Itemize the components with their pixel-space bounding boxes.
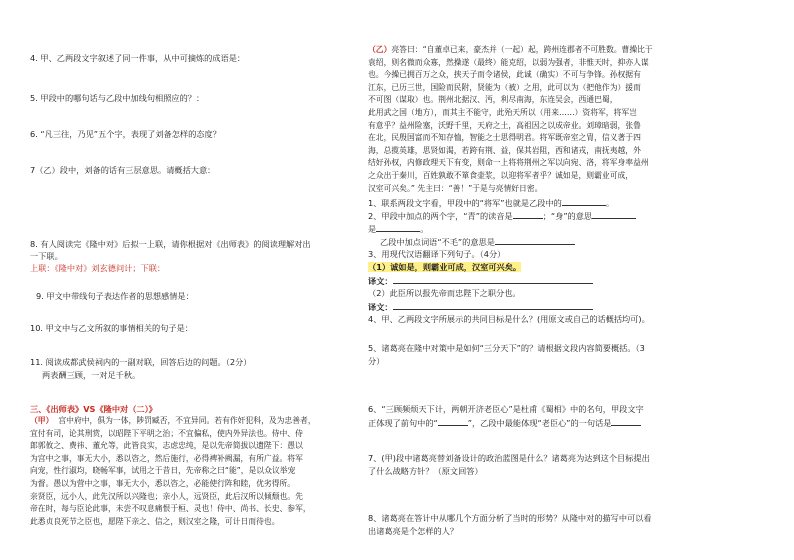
right-question-1: 1、联系两段文字看，甲段中的“将军”也就是乙段中的 。	[368, 198, 615, 208]
right-question-6-line2	[368, 416, 641, 429]
passage-yi	[368, 44, 768, 195]
answer-blank[interactable]	[513, 209, 543, 219]
question-8-line1: 8. 有人阅读完《隆中对》后拟一上联，请你根据对《出师表》的阅读理解对出	[30, 239, 311, 249]
translation-label-1-text: 译文：	[368, 276, 393, 286]
question-5: 5. 甲段中的哪句话与乙段中加线句相照应的？：	[30, 93, 205, 103]
passage-jia-line: 亲贤臣，远小人，此先汉所以兴隆也；亲小人，远贤臣，此后汉所以倾颓也。先	[30, 491, 303, 501]
right-question-7-line1: 7、(甲)段中诸葛亮替刘备设计的政治蓝图是什么？诸葛亮为达到这个目标提出	[368, 453, 650, 463]
right-question-2-text-b: ；“身”的意思	[542, 211, 593, 221]
passage-yi-line: 结好孙权，内修政理天下有变，则命一上将将荆州之军以向宛、洛，将军身率益州	[368, 158, 649, 168]
right-question-2-d	[380, 235, 575, 248]
translation-label-2-text: 译文：	[368, 302, 393, 312]
passage-yi-line: 之众出于秦川，百姓孰敢不箪食壶浆，以迎将军者乎？诚如是，则霸业可成，	[368, 170, 634, 180]
answer-blank[interactable]	[495, 235, 575, 245]
right-question-2-text-c: 是	[368, 224, 377, 234]
right-question-2-text: 2、甲段中加点的两个字，“青”的读音是	[368, 211, 513, 221]
right-question-8-line2: 出诸葛亮是个怎样的人？	[368, 526, 459, 536]
passage-jia-line: 向宠，性行淑均，晓畅军事，试用之于昔日，先帝称之曰“能”，是以众议举宠	[30, 466, 296, 476]
passage-yi-line: 江东，已历三世，国险而民附，贤能为（被）之用，此可以为（把他作为）援而	[368, 82, 641, 92]
answer-blank[interactable]	[376, 222, 420, 232]
answer-blank[interactable]	[393, 274, 593, 284]
passage-yi-line: 袁绍，则名微而众寡，然操遂（最终）能克绍，以弱为强者，非惟天时，抑亦人谋	[368, 57, 649, 67]
right-question-6-line1: 6、“三顾频烦天下计，两朝开济老臣心”是杜甫《蜀相》中的名句，甲段文字	[368, 404, 644, 414]
right-question-5-line2: 分）	[368, 356, 385, 366]
passage-jia-line: 宜付有司，论其刑赏，以昭陛下平明之治；不宜偏私，使内外异法也。侍中、侍	[30, 428, 303, 438]
right-question-6-text-b: ”，乙段中最能体现“老臣心”的一句话是	[467, 418, 612, 428]
passage-yi-line: 亮答曰：“自董卓已来，豪杰并（一起）起，跨州连郡者不可胜数。曹操比于	[391, 45, 653, 54]
question-10: 10. 甲文中与乙文所叙的事情相关的句子是：	[30, 323, 193, 333]
answer-blank[interactable]	[393, 300, 593, 310]
translate-sentence-1-text: （1）诚如是，则霸业可成，汉室可兴矣。	[368, 262, 522, 272]
passage-jia-line: 郎郭攸之、费祎、董允等，此皆良实，志虑忠纯，是以先帝简拔以遗陛下：愚以	[30, 441, 303, 451]
passage-yi-line: 不可图（谋取）也。荆州北据汉、沔，利尽南海，东连吴会，西通巴蜀，	[368, 95, 618, 105]
passage-jia-line: 此悉贞良死节之臣也，愿陛下亲之、信之，则汉室之隆，可计日而待也。	[30, 516, 280, 526]
right-question-4: 4、甲、乙两段文字所展示的共同目标是什么？(用原文或自己的话概括均可)。	[368, 314, 650, 324]
right-question-2	[368, 209, 636, 222]
passage-yi-line: 有意乎？益州险塞，沃野千里，天府之土，高祖因之以成帝业。刘璋暗弱，张鲁	[368, 120, 641, 130]
answer-blank[interactable]	[592, 209, 636, 219]
right-question-7-line2: 了什么战略方针？（原文回答）	[368, 466, 483, 476]
question-11-couplet: 两表酬三顾，一对足千秋。	[42, 370, 141, 380]
translation-label-2	[368, 300, 593, 313]
right-question-8-line1: 8、诸葛亮在答计中从哪几个方面分析了当时的形势？从隆中对的描写中可以看	[368, 513, 652, 523]
question-8-line2: 一下联。	[30, 251, 63, 261]
right-question-5-line1: 5、诸葛亮在隆中对策中是如何“三分天下”的？请根据文段内容简要概括。（3	[368, 343, 645, 353]
passage-yi-label: （乙）	[368, 45, 392, 54]
translate-sentence-1	[368, 261, 521, 273]
passage-jia-line: 为督。愚以为营中之事，事无大小，悉以咨之，必能使行阵和睦，优劣得所。	[30, 478, 296, 488]
question-4: 4. 甲、乙两段文字叙述了同一件事，从中可摘炼的成语是：	[30, 53, 246, 63]
passage-jia	[30, 415, 370, 528]
answer-blank[interactable]	[438, 416, 468, 426]
passage-yi-line: 汉室可兴矣。” 先主曰：“善！”于是与亮情好日密。	[368, 183, 543, 193]
right-question-1-text: 1、联系两段文字看，甲段中的“将军”也就是乙段中的	[368, 198, 562, 208]
answer-blank[interactable]	[611, 416, 641, 426]
question-7: 7（乙）段中，刘备的话有三层意思。请概括大意：	[30, 165, 216, 175]
passage-jia-line: 为宫中之事，事无大小，悉以咨之，然后施行，必得裨补阙漏，有所广益。将军	[30, 453, 303, 463]
passage-yi-line: 也。今操已拥百万之众，挟天子而令诸侯，此诚（确实）不可与争锋。孙权据有	[368, 70, 641, 80]
section-heading: 三、《出师表》VS《隆中对（二）》	[30, 404, 157, 414]
question-11: 11. 阅读成都武侯祠内的一副对联，回答后边的问题。（2分）	[30, 357, 252, 367]
passage-jia-label: （甲）	[30, 416, 54, 425]
right-question-3: 3、用现代汉语翻译下列句子。（4分）	[368, 249, 506, 259]
right-question-2-text-d: 乙段中加点词语“不毛”的意思是	[380, 237, 495, 247]
passage-yi-line: 在北，民殷国富而不知存恤，智能之士思得明君。将军既帝室之胄，信义著于四	[368, 133, 641, 143]
translate-sentence-2: （2）此臣所以报先帝而忠陛下之职分也。	[368, 288, 521, 298]
right-question-6-text: 正体现了前句中的“	[368, 418, 438, 428]
answer-blank[interactable]	[562, 196, 606, 206]
question-8-couplet: 上联：《隆中对》刘玄德问计；下联：	[30, 263, 166, 273]
passage-jia-line: 帝在时，每与臣论此事，未尝不叹息痛恨于桓、灵也！侍中、尚书、长史、参军，	[30, 504, 311, 514]
question-6: 6. “凡三往，乃见”五个字，表现了刘备怎样的态度？	[30, 129, 221, 139]
right-question-2-cont: 是 。	[368, 224, 429, 234]
passage-yi-line: 海，总揽英雄，思贤如渴，若跨有荆、益，保其岩阻，西和诸戎，南抚夷越，外	[368, 145, 641, 155]
passage-yi-line: 此用武之国（地方），而其主不能守，此殆天所以（用来……）资将军，将军岂	[368, 107, 637, 117]
translation-label-1	[368, 274, 593, 287]
question-9: 9. 甲文中带线句子表达作者的思想感情是：	[36, 291, 194, 301]
passage-jia-line: 宫中府中，俱为一体，陟罚臧否，不宜异同。若有作奸犯科，及为忠善者，	[58, 416, 316, 425]
